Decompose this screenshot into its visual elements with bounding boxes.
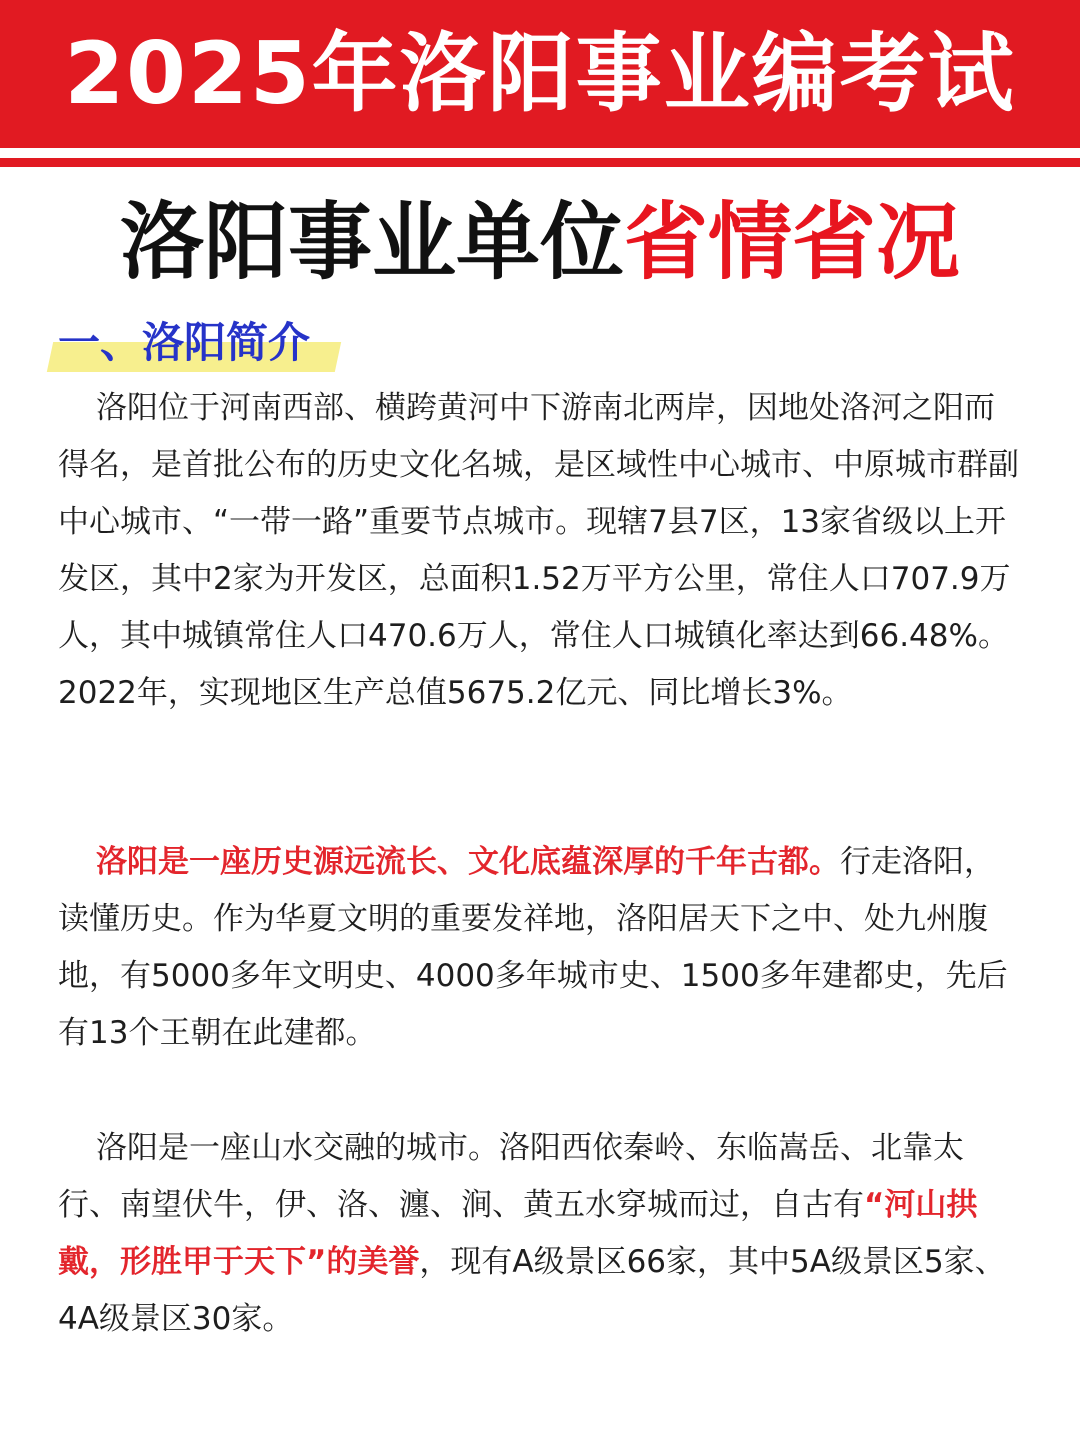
subtitle-main: 洛阳事业单位 <box>119 193 624 291</box>
page-subtitle <box>0 190 1080 294</box>
paragraph-intro <box>58 380 1022 722</box>
section-title: 一、洛阳简介 <box>58 318 311 367</box>
history-highlight: 洛阳是一座历史源远流长、文化底蕴深厚的千年古都。 <box>96 844 840 880</box>
landscape-text-after: ，现有A级景区66家，其中5A级景区5家、4A级景区30家。 <box>58 1244 1006 1337</box>
history-text: 行走洛阳，读懂历史。作为华夏文明的重要发祥地，洛阳居天下之中、处九州腹地，有5000多年文明史、4000多年城市史、1500多年建都史，先后有13个王朝在此建都。 <box>58 844 1008 1051</box>
landscape-text-before: 洛阳是一座山水交融的城市。洛阳西依秦岭、东临嵩岳、北靠太行、南望伏牛，伊、洛、瀍、涧、黄五水穿城而过，自古有 <box>58 1130 964 1223</box>
header-banner <box>0 0 1080 152</box>
paragraph-intro-text: 洛阳位于河南西部、横跨黄河中下游南北两岸，因地处洛河之阳而得名，是首批公布的历史文化名城，是区域性中心城市、中原城市群副中心城市、“一带一路”重要节点城市。现辖7县7区，13家省级以上开发区，其中2家为开发区，总面积1.52万平方公里，常住人口707.9万人，其中城镇常住人口470.6万人，常住人口城镇化率达到66.48%。2022年，实现地区生产总值5675.2亿元、同比增长3%。 <box>58 390 1019 711</box>
section-heading <box>50 316 310 372</box>
banner-title: 2025年洛阳事业编考试 <box>64 24 1016 124</box>
banner-divider <box>0 158 1080 167</box>
paragraph-landscape <box>58 1120 1022 1348</box>
landscape-highlight: “河山拱戴，形胜甲于天下”的美誉 <box>58 1187 978 1280</box>
paragraph-history <box>58 834 1022 1062</box>
subtitle-accent: 省情省况 <box>624 193 961 291</box>
